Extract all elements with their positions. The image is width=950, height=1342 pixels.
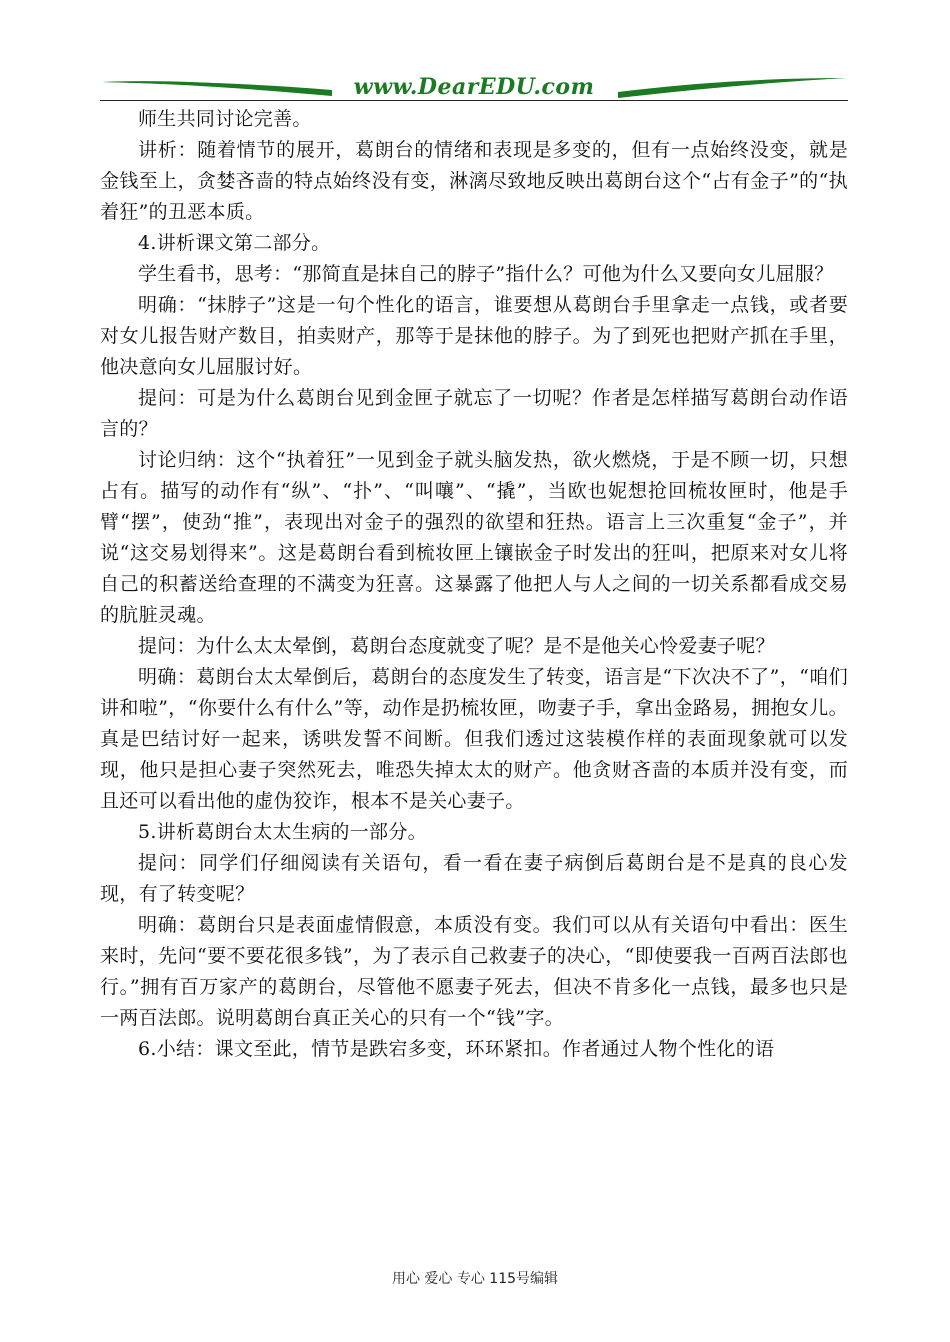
paragraph: 明确：“抹脖子”这是一句个性化的语言，谁要想从葛朗台手里拿走一点钱，或者要对女儿报告财产数目，拍卖财产，那等于是抹他的脖子。为了到死也把财产抓在手里，他决意向女儿屈服讨好。: [100, 294, 848, 378]
paragraph: 4.讲析课文第二部分。: [138, 232, 331, 254]
paragraph: 讨论归纳：这个“执着狂”一见到金子就头脑发热，欲火燃烧，于是不顾一切，只想占有。描写的动作有“纵”、“扑”、“叫嚷”、“撬”，当欧也妮想抢回梳妆匣时，他是手臂“摆”，使劲“推”，表现出对金子的强烈的欲望和狂热。语言上三次重复“金子”，并说“这交易划得来”。这是葛朗台看到梳妆匣上镶嵌金子时发出的狂叫，把原来对女儿将自己的积蓄送给查理的不满变为狂喜。这暴露了他把人与人之间的一切关系都看成交易的肮脏灵魂。: [100, 449, 848, 626]
paragraph: 学生看书，思考：“那简直是抹自己的脖子”指什么？可他为什么又要向女儿屈服？: [138, 263, 834, 285]
paragraph: 5.讲析葛朗台太太生病的一部分。: [138, 821, 427, 843]
paragraph: 明确：葛朗台只是表面虚情假意，本质没有变。我们可以从有关语句中看出：医生来时，先问“要不要花很多钱”，为了表示自己救妻子的决心，“即使要我一百两百法郎也行。”拥有百万家产的葛朗台，尽管他不愿妻子死去，但决不肯多化一点钱，最多也只是一两百法郎。说明葛朗台真正关心的只有一个“钱”字。: [100, 914, 848, 1029]
site-logo-text: www.DearEDU.com: [353, 74, 595, 100]
paragraph: 明确：葛朗台太太晕倒后，葛朗台的态度发生了转变，语言是“下次决不了”，“咱们讲和啦”，“你要什么有什么”等，动作是扔梳妆匣，吻妻子手，拿出金路易，拥抱女儿。真是巴结讨好一起来，诱哄发誓不间断。但我们透过这装模作样的表面现象就可以发现，他只是担心妻子突然死去，唯恐失掉太太的财产。他贪财吝啬的本质并没有变，而且还可以看出他的虚伪狡诈，根本不是关心妻子。: [100, 666, 848, 812]
document-body: [100, 104, 848, 1065]
paragraph: 提问：为什么太太晕倒，葛朗台态度就变了呢？是不是他关心怜爱妻子呢？: [138, 635, 775, 657]
paragraph: 提问：可是为什么葛朗台见到金匣子就忘了一切呢？作者是怎样描写葛朗台动作语言的？: [100, 387, 848, 440]
paragraph: 6.小结：课文至此，情节是跌宕多变，环环紧扣。作者通过人物个性化的语: [138, 1038, 775, 1060]
paragraph: 师生共同讨论完善。: [138, 108, 312, 130]
page-footer: 用心 爱心 专心 115号编辑: [391, 1271, 559, 1287]
paragraph: 讲析：随着情节的展开，葛朗台的情绪和表现是多变的，但有一点始终没变，就是金钱至上，贪婪吝啬的特点始终没有变，淋漓尽致地反映出葛朗台这个“占有金子”的“执着狂”的丑恶本质。: [100, 139, 848, 223]
header-divider: [100, 100, 848, 101]
paragraph: 提问：同学们仔细阅读有关语句，看一看在妻子病倒后葛朗台是不是真的良心发现，有了转变呢？: [100, 852, 848, 905]
